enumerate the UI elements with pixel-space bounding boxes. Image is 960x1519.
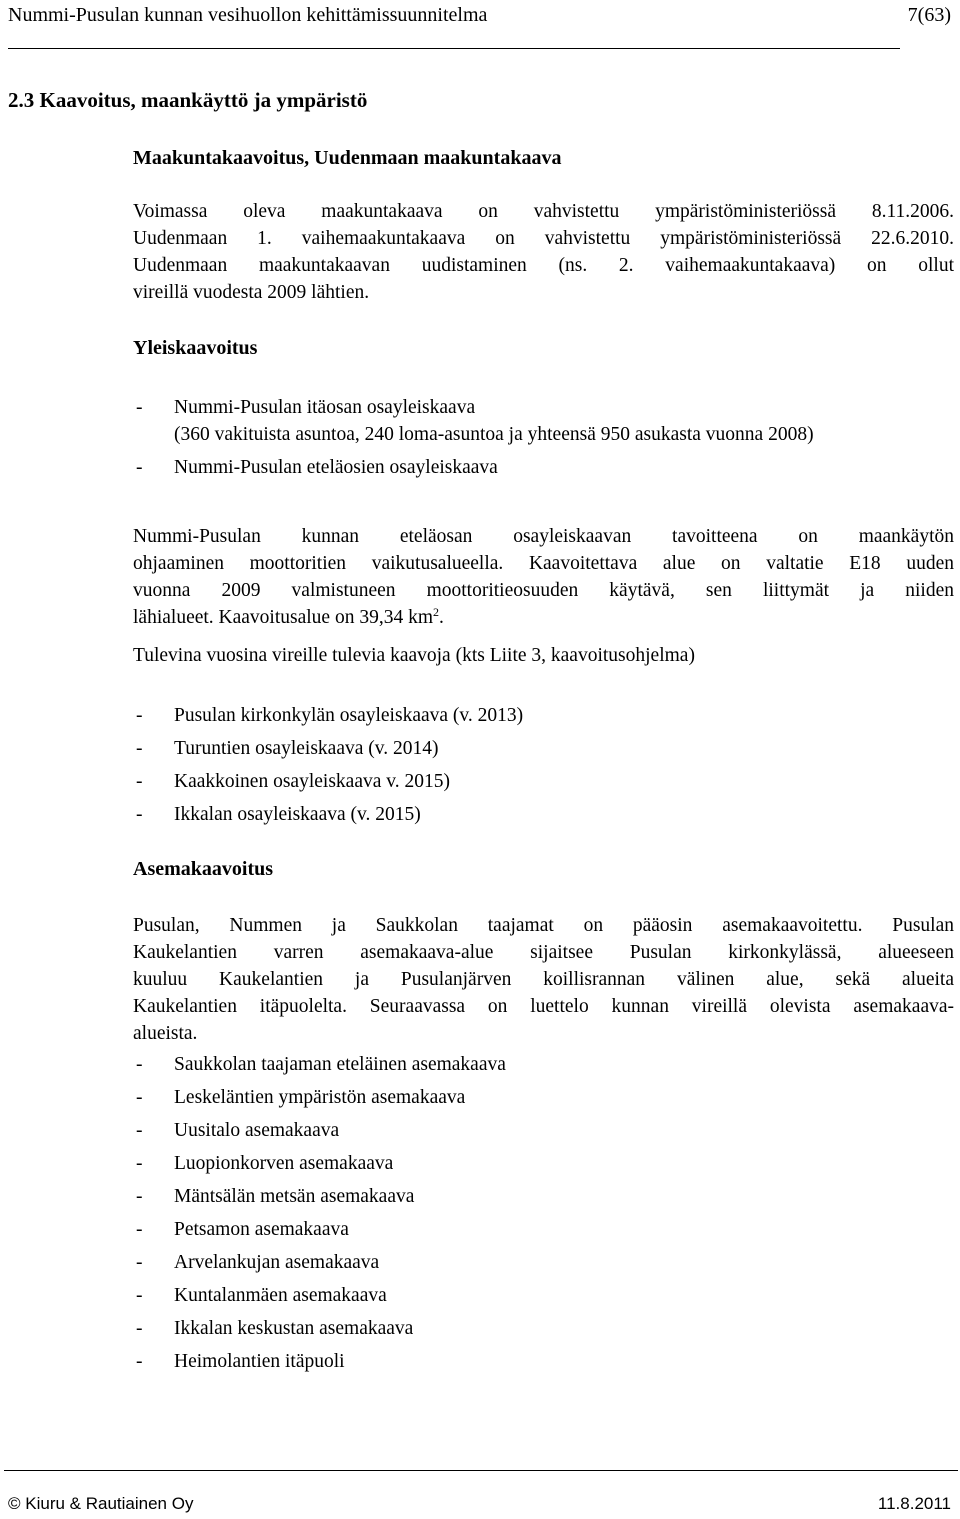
footer-date: 11.8.2011 — [877, 1494, 951, 1513]
yleis-paragraph-line: vuonna 2009 valmistuneen moottoritieosuuden käytävä, sen liittymät ja niiden — [133, 580, 954, 601]
maakunta-line: vireillä vuodesta 2009 lähtien. — [133, 282, 370, 303]
list-item: Ikkalan osayleiskaava (v. 2015) — [174, 804, 421, 825]
list-item: Luopionkorven asemakaava — [174, 1153, 394, 1174]
maakunta-line: Uudenmaan maakuntakaavan uudistaminen (ns. 2. vaihemaakuntakaava) on ollut — [133, 255, 954, 276]
list-bullet: - — [136, 1120, 143, 1141]
list-bullet: - — [136, 1219, 143, 1240]
list-bullet: - — [136, 705, 143, 726]
yleis-paragraph-line: ohjaaminen moottoritien vaikutusalueella. Kaavoitettava alue on valtatie E18 uuden — [133, 553, 954, 574]
list-item-note: (360 vakituista asuntoa, 240 loma-asuntoa ja yhteensä 950 asukasta vuonna 2008) — [174, 424, 814, 445]
list-item: Pusulan kirkonkylän osayleiskaava (v. 2013) — [174, 705, 524, 726]
asema-paragraph-line: alueista. — [133, 1023, 198, 1044]
list-bullet: - — [136, 771, 143, 792]
list-bullet: - — [136, 1054, 143, 1075]
asema-paragraph-line: Pusulan, Nummen ja Saukkolan taajamat on pääosin asemakaavoitettu. Pusulan — [133, 915, 954, 936]
yleis-paragraph-line: Nummi-Pusulan kunnan eteläosan osayleiskaavan tavoitteena on maankäytön — [133, 526, 954, 547]
list-item: Heimolantien itäpuoli — [174, 1351, 345, 1372]
section-title: 2.3 Kaavoitus, maankäyttö ja ympäristö — [8, 88, 368, 112]
header-divider — [8, 48, 900, 49]
list-bullet: - — [136, 1153, 143, 1174]
asema-paragraph-line: Kaukelantien varren asemakaava-alue sijaitsee Pusulan kirkonkylässä, alueeseen — [133, 942, 954, 963]
list-bullet: - — [136, 1318, 143, 1339]
page-number: 7(63) — [907, 4, 951, 26]
list-bullet: - — [136, 457, 143, 478]
footer-divider — [4, 1470, 958, 1471]
footer-copyright: © Kiuru & Rautiainen Oy — [8, 1494, 194, 1513]
list-item: Leskeläntien ympäristön asemakaava — [174, 1087, 466, 1108]
maakunta-line: Voimassa oleva maakuntakaava on vahvistettu ympäristöministeriössä 8.11.2006. — [133, 201, 954, 222]
list-bullet: - — [136, 738, 143, 759]
list-bullet: - — [136, 1087, 143, 1108]
list-bullet: - — [136, 1351, 143, 1372]
document-header-title: Nummi-Pusulan kunnan vesihuollon kehittämissuunnitelma — [8, 4, 488, 26]
asema-paragraph-line: Kaukelantien itäpuolelta. Seuraavassa on luettelo kunnan vireillä olevista asemakaava- — [133, 996, 954, 1017]
list-item: Arvelankujan asemakaava — [174, 1252, 380, 1273]
list-bullet: - — [136, 1285, 143, 1306]
list-item: Kuntalanmäen asemakaava — [174, 1285, 387, 1306]
list-bullet: - — [136, 397, 143, 418]
list-item: Saukkolan taajaman eteläinen asemakaava — [174, 1054, 506, 1075]
list-bullet: - — [136, 1252, 143, 1273]
list-item: Uusitalo asemakaava — [174, 1120, 340, 1141]
list-bullet: - — [136, 804, 143, 825]
tulevina-text: Tulevina vuosina vireille tulevia kaavoja (kts Liite 3, kaavoitusohjelma) — [133, 645, 695, 666]
yleiskaavoitus-heading: Yleiskaavoitus — [133, 337, 258, 359]
superscript-2: 2 — [433, 605, 440, 619]
list-item: Kaakkoinen osayleiskaava v. 2015) — [174, 771, 450, 792]
list-item: Nummi-Pusulan itäosan osayleiskaava — [174, 397, 476, 418]
list-item: Turuntien osayleiskaava (v. 2014) — [174, 738, 439, 759]
maakuntakaavoitus-heading: Maakuntakaavoitus, Uudenmaan maakuntakaava — [133, 147, 562, 169]
period: . — [439, 607, 444, 628]
yleis-paragraph-line — [133, 604, 954, 631]
area-text: lähialueet. Kaavoitusalue on 39,34 km — [133, 607, 434, 628]
asema-paragraph-line: kuuluu Kaukelantien ja Pusulanjärven koillisrannan välinen alue, sekä alueita — [133, 969, 954, 990]
asemakaavoitus-heading: Asemakaavoitus — [133, 858, 274, 880]
list-item: Nummi-Pusulan eteläosien osayleiskaava — [174, 457, 498, 478]
list-bullet: - — [136, 1186, 143, 1207]
list-item: Mäntsälän metsän asemakaava — [174, 1186, 415, 1207]
maakunta-line: Uudenmaan 1. vaihemaakuntakaava on vahvistettu ympäristöministeriössä 22.6.2010. — [133, 228, 954, 249]
list-item: Petsamon asemakaava — [174, 1219, 349, 1240]
list-item: Ikkalan keskustan asemakaava — [174, 1318, 414, 1339]
